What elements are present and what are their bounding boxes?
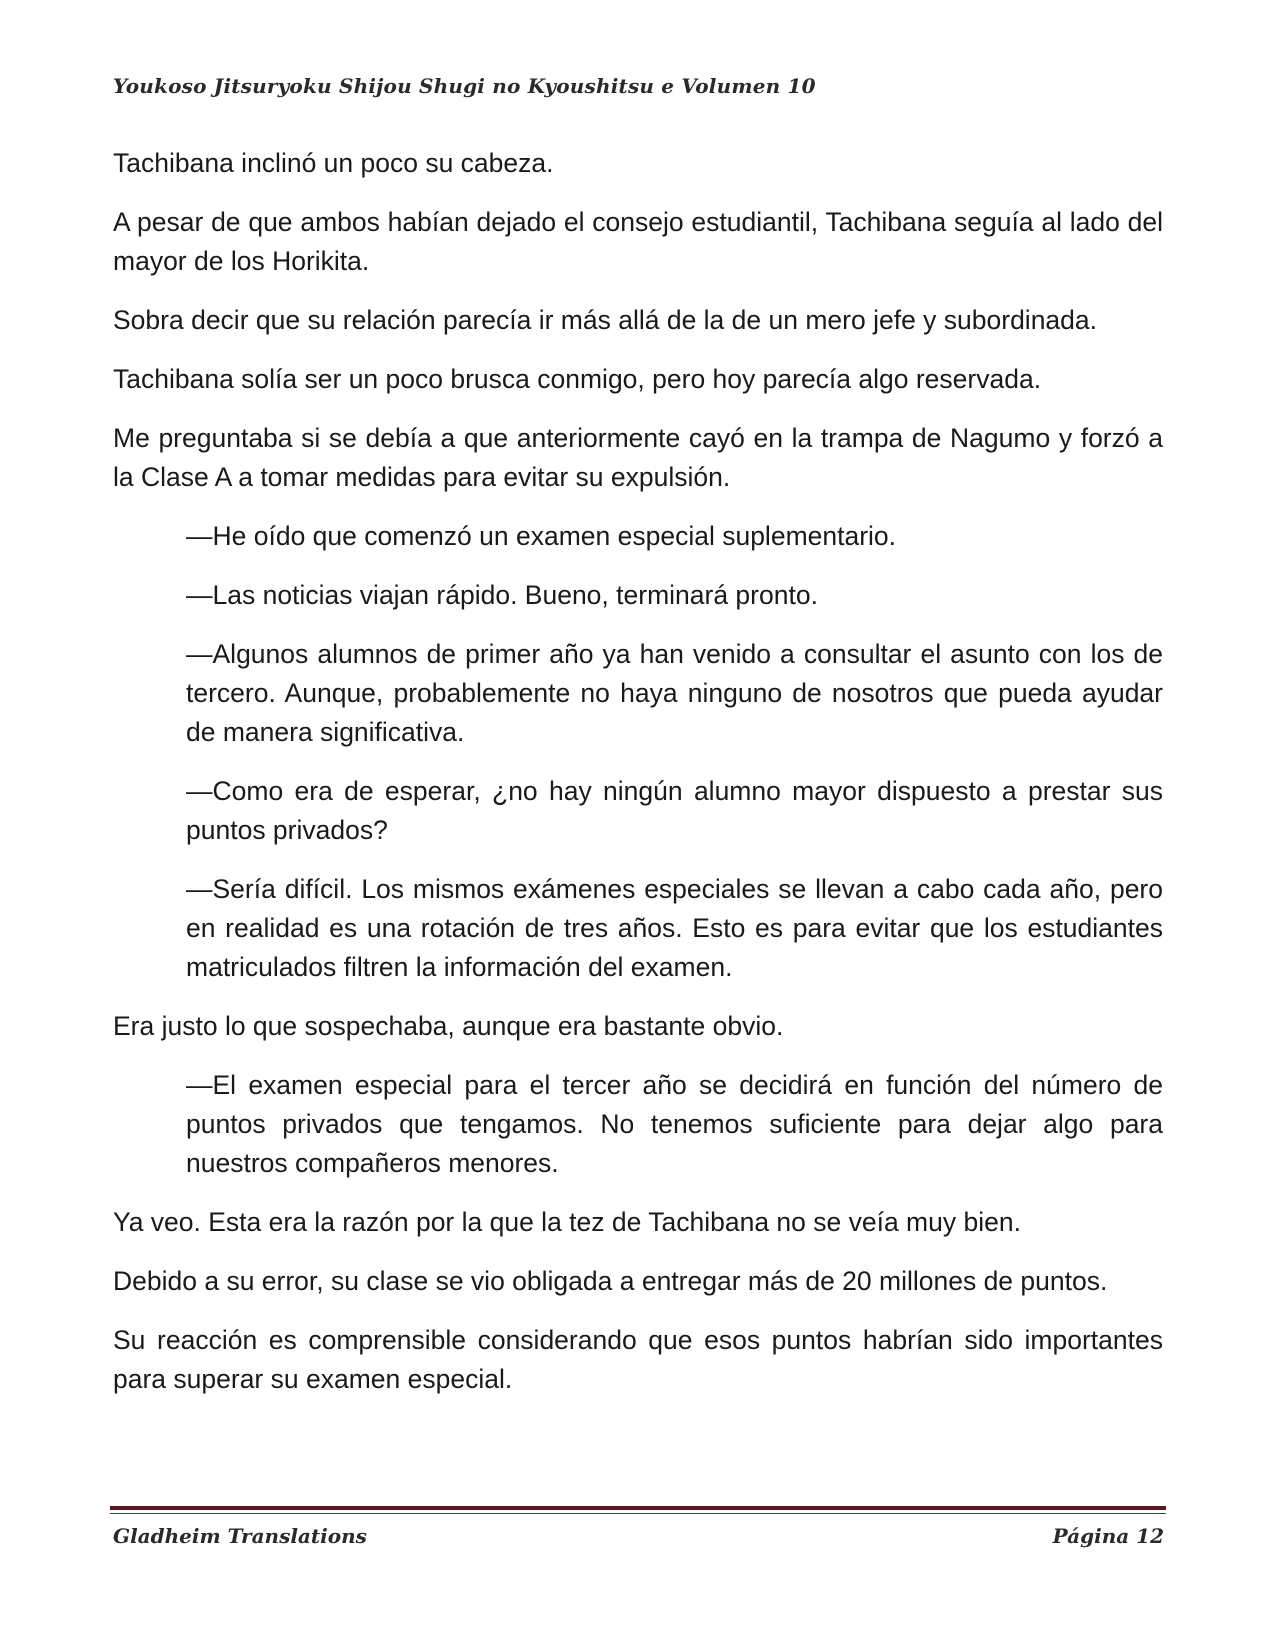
paragraph: A pesar de que ambos habían dejado el consejo estudiantil, Tachibana seguía al lado del mayor de los Horikita. xyxy=(113,207,1163,276)
dialog-line: —Algunos alumnos de primer año ya han venido a consultar el asunto con los de tercero. Aunque, probablemente no haya ninguno de nosotros que pueda ayudar de manera significativa. xyxy=(186,639,1163,747)
page-number: Página 12 xyxy=(1052,1524,1164,1548)
dialog-line: —Las noticias viajan rápido. Bueno, terminará pronto. xyxy=(186,580,818,610)
paragraph: Debido a su error, su clase se vio obligada a entregar más de 20 millones de puntos. xyxy=(113,1266,1108,1296)
paragraph: Me preguntaba si se debía a que anteriormente cayó en la trampa de Nagumo y forzó a la Clase A a tomar medidas para evitar su expulsión. xyxy=(113,423,1163,492)
dialog-line: —He oído que comenzó un examen especial suplementario. xyxy=(186,521,897,551)
paragraph: Ya veo. Esta era la razón por la que la tez de Tachibana no se veía muy bien. xyxy=(113,1207,1021,1237)
paragraph: Era justo lo que sospechaba, aunque era bastante obvio. xyxy=(113,1011,784,1041)
dialog-line: —El examen especial para el tercer año se decidirá en función del número de puntos privados que tengamos. No tenemos suficiente para dejar algo para nuestros compañeros menores. xyxy=(186,1070,1163,1178)
body-text xyxy=(113,144,1163,1419)
footer-divider-thin xyxy=(110,1513,1166,1514)
running-header: Youkoso Jitsuryoku Shijou Shugi no Kyoushitsu e Volumen 10 xyxy=(113,74,816,98)
paragraph: Su reacción es comprensible considerando que esos puntos habrían sido importantes para superar su examen especial. xyxy=(113,1325,1163,1394)
footer-divider xyxy=(110,1506,1166,1510)
dialog-line: —Como era de esperar, ¿no hay ningún alumno mayor dispuesto a prestar sus puntos privados? xyxy=(186,776,1163,845)
paragraph: Sobra decir que su relación parecía ir más allá de la de un mero jefe y subordinada. xyxy=(113,305,1098,335)
paragraph: Tachibana solía ser un poco brusca conmigo, pero hoy parecía algo reservada. xyxy=(113,364,1042,394)
paragraph: Tachibana inclinó un poco su cabeza. xyxy=(113,148,554,178)
dialog-line: —Sería difícil. Los mismos exámenes especiales se llevan a cabo cada año, pero en realidad es una rotación de tres años. Esto es para evitar que los estudiantes matriculados filtren la información del examen. xyxy=(186,874,1163,982)
footer-credit: Gladheim Translations xyxy=(113,1524,367,1548)
